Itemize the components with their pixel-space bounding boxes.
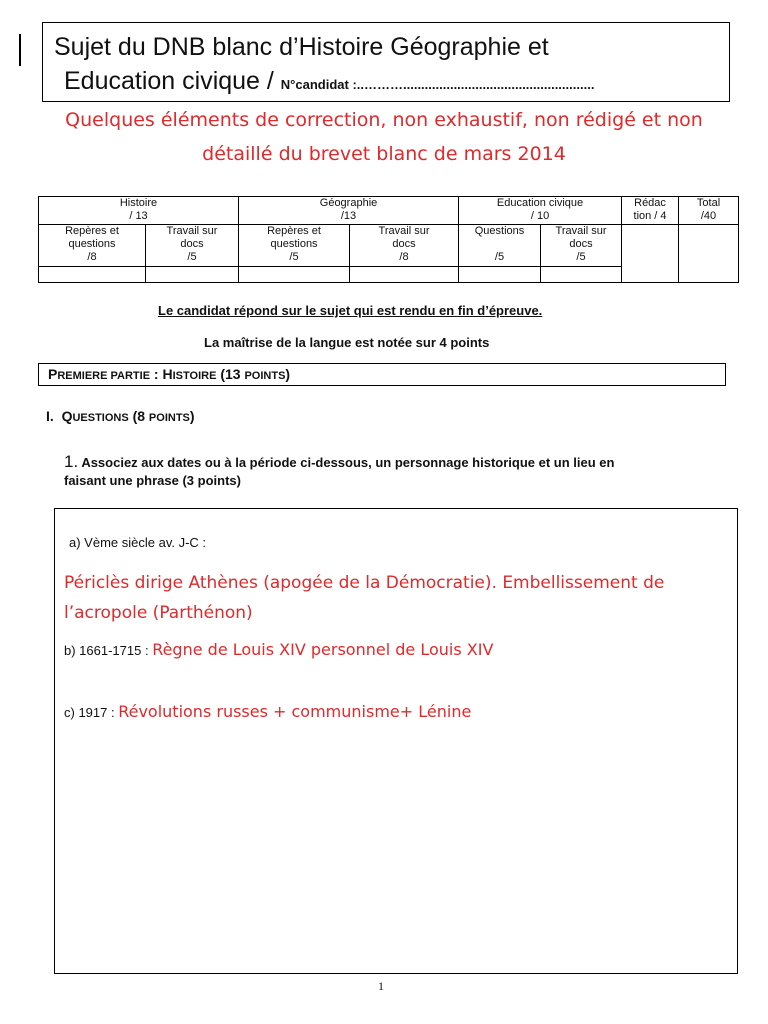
section-heading: I. QUESTIONS (8 POINTS) xyxy=(46,408,195,424)
answer-b-text: Règne de Louis XIV personnel de Louis XIV xyxy=(152,640,494,659)
correction-subtitle-line2: détaillé du brevet blanc de mars 2014 xyxy=(202,143,566,165)
grade-input-cell[interactable] xyxy=(239,267,350,283)
grade-input-cell[interactable] xyxy=(146,267,239,283)
grade-input-redaction[interactable] xyxy=(622,225,679,283)
grade-cell-redaction: Rédac tion / 4 xyxy=(622,197,679,225)
answer-c-label: c) 1917 : xyxy=(64,705,119,720)
answer-a-text-line1: Périclès dirige Athènes (apogée de la Démocratie). Embellissement de xyxy=(64,573,665,593)
grade-table-sub-row xyxy=(39,225,739,267)
answer-a-label: a) Vème siècle av. J-C : xyxy=(69,535,207,550)
question-number: 1. xyxy=(64,452,79,471)
page-title: Sujet du DNB blanc d’Histoire Géographie et xyxy=(54,33,549,61)
question-1-line1: 1. Associez aux dates ou à la période ci-dessous, un personnage historique et un lieu en xyxy=(64,452,615,471)
grade-cell-education-civique: Education civique / 10 xyxy=(459,197,622,225)
grade-input-cell[interactable] xyxy=(459,267,541,283)
grade-cell-total: Total /40 xyxy=(679,197,739,225)
part-title: PREMIERE PARTIE : HISTOIRE (13 POINTS) xyxy=(48,366,291,382)
grade-input-total[interactable] xyxy=(679,225,739,283)
grade-subcell: Questions /5 xyxy=(459,225,541,267)
page-title-cont: Education civique / xyxy=(64,67,281,95)
correction-subtitle-line1: Quelques éléments de correction, non exhaustif, non rédigé et non xyxy=(65,109,703,131)
answer-a-text-line2: l’acropole (Parthénon) xyxy=(64,603,253,623)
answer-c-text: Révolutions russes + communisme+ Lénine xyxy=(118,702,472,721)
answer-c xyxy=(64,702,471,721)
answer-b-label: b) 1661-1715 : xyxy=(64,643,153,658)
grade-table xyxy=(38,196,739,283)
grade-subcell: Repères et questions /5 xyxy=(239,225,350,267)
grade-cell-histoire: Histoire / 13 xyxy=(39,197,239,225)
grade-subcell: Travail sur docs /5 xyxy=(541,225,622,267)
margin-bar xyxy=(19,34,21,66)
grade-cell-geographie: Géographie /13 xyxy=(239,197,459,225)
consigne-line1: Le candidat répond sur le sujet qui est rendu en fin d’épreuve. xyxy=(158,303,543,318)
page-number: 1 xyxy=(378,979,384,993)
consigne-line2: La maîtrise de la langue est notée sur 4 points xyxy=(204,335,490,350)
grade-subcell: Travail sur docs /8 xyxy=(350,225,459,267)
answer-b xyxy=(64,640,493,659)
grade-input-cell[interactable] xyxy=(39,267,146,283)
candidate-number-field[interactable]: N°candidat :..………..................................................... xyxy=(280,77,595,92)
grade-subcell: Repères et questions /8 xyxy=(39,225,146,267)
question-1-line2: faisant une phrase (3 points) xyxy=(64,473,241,488)
grade-input-cell[interactable] xyxy=(541,267,622,283)
page-title-line2 xyxy=(64,67,594,96)
grade-subcell: Travail sur docs /5 xyxy=(146,225,239,267)
grade-table-header-row xyxy=(39,197,739,225)
grade-input-cell[interactable] xyxy=(350,267,459,283)
